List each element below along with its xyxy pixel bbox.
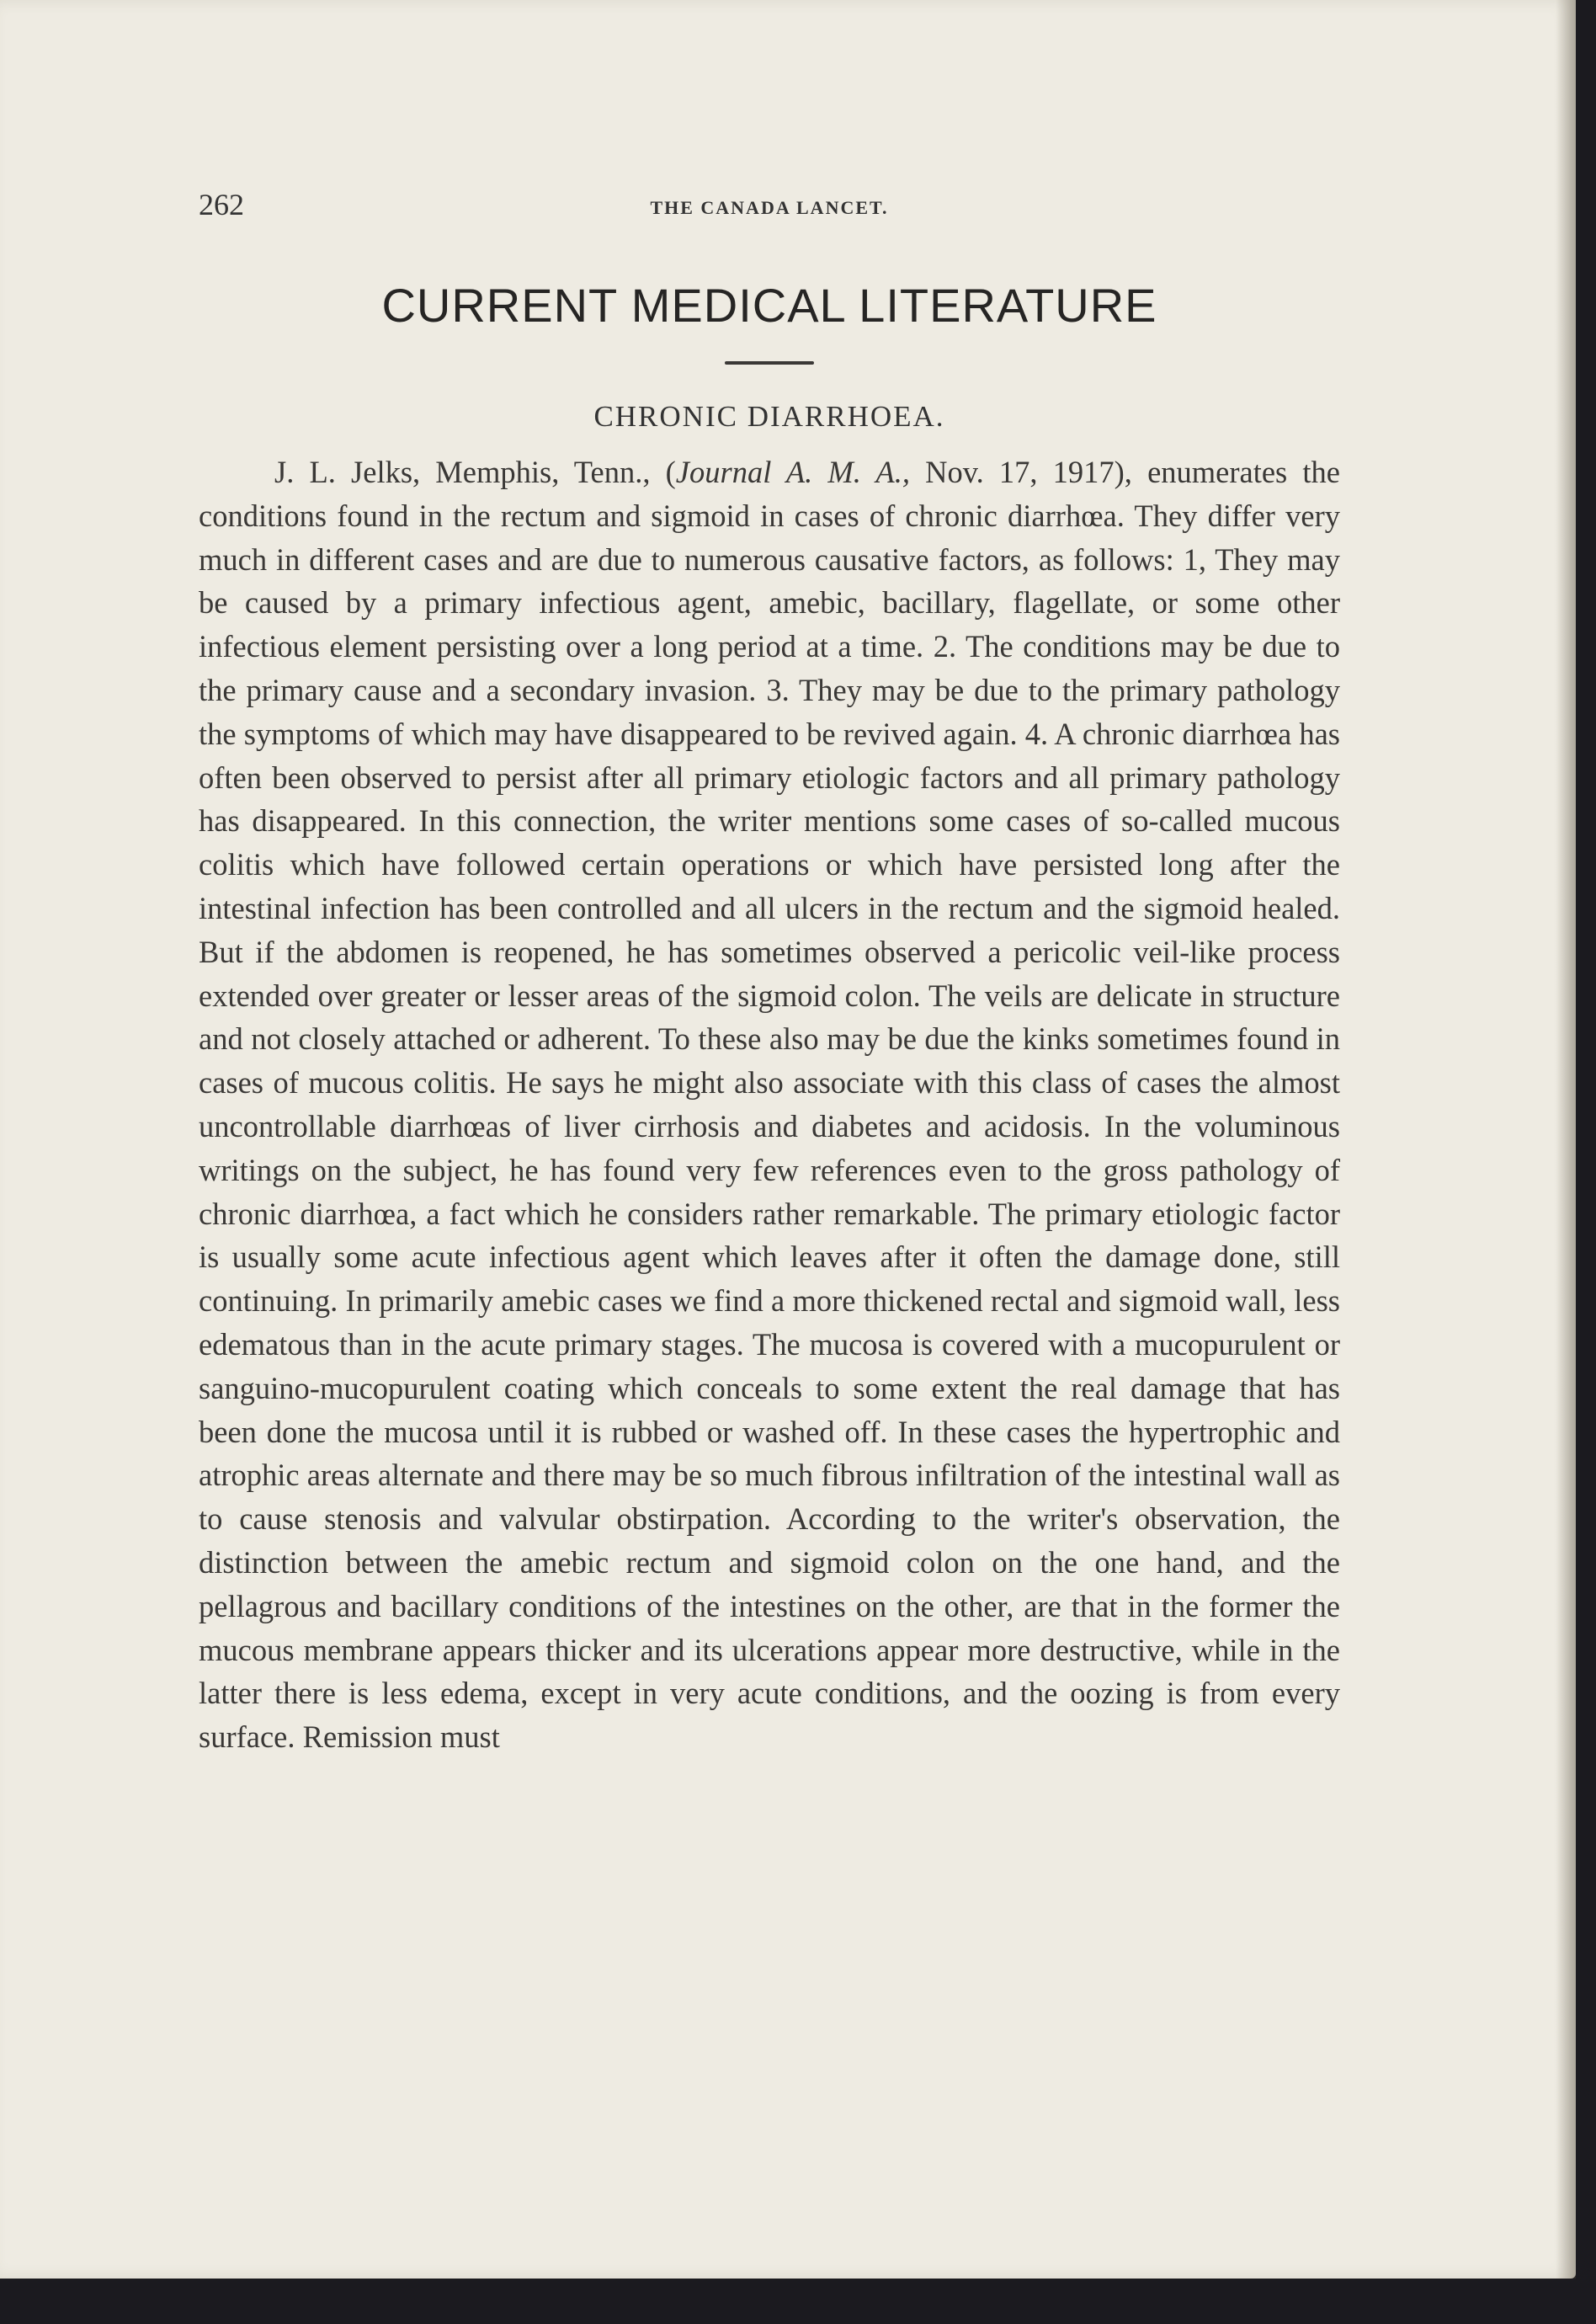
article-body — [199, 450, 1340, 1759]
page-content — [199, 187, 1340, 1759]
title-divider — [725, 361, 814, 365]
article-title: CHRONIC DIARRHOEA. — [593, 400, 945, 433]
citation-lead: J. L. Jelks, Memphis, Tenn., ( — [274, 455, 676, 489]
journal-name: THE CANADA LANCET. — [650, 197, 889, 218]
citation-tail: Nov. 17, 1917), — [909, 455, 1132, 489]
article-body-text: enumerates the conditions found in the rectum and sigmoid in cases of chronic diarrhœa. They differ very much in different cases and are due to numerous causative factors, as follows: 1, They may be caused by a primary infectious agent, amebic, bacillary, flagellate, or some other infectious element persisting over a long period at a time. 2. The conditions may be due to the primary cause and a secondary invasion. 3. They may be due to the primary pathology the symptoms of which may have disappeared to be revived again. 4. A chronic diarrhœa has often been observed to persist after all primary etiologic factors and all primary pathology has disappeared. In this connection, the writer mentions some cases of so-called mucous colitis which have followed certain operations or which have persisted long after the intestinal infection has been controlled and all ulcers in the rectum and the sigmoid healed. But if the abdomen is reopened, he has sometimes observed a pericolic veil-like process extended over greater or lesser areas of the sigmoid colon. The veils are delicate in structure and not closely attached or adherent. To these also may be due the kinks sometimes found in cases of mucous colitis. He says he might also associate with this class of cases the almost uncontrollable diarrhœas of liver cirrhosis and diabetes and acidosis. In the voluminous writings on the subject, he has found very few references even to the gross pathology of chronic diarrhœa, a fact which he considers rather remarkable. The primary etiologic factor is usually some acute infectious agent which leaves after it often the damage done, still continuing. In primarily amebic cases we find a more thickened rectal and sigmoid wall, less edematous than in the acute primary stages. The mucosa is covered with a mucopurulent or sanguino-mucopurulent coating which conceals to some extent the real damage that has been done the mucosa until it is rubbed or washed off. In these cases the hypertrophic and atrophic areas alternate and there may be so much fibrous infiltration of the intestinal wall as to cause stenosis and valvular obstirpation. According to the writer's observation, the distinction between the amebic rectum and sigmoid colon on the one hand, and the pellagrous and bacillary conditions of the intestines on the other, are that in the former the mucous membrane appears thicker and its ulcerations appear more destructive, while in the latter there is less edema, except in very acute conditions, and the oozing is from every surface. Remission must — [199, 455, 1340, 1755]
running-head — [199, 187, 1340, 229]
section-title: CURRENT MEDICAL LITERATURE — [381, 279, 1157, 332]
article-paragraph — [199, 450, 1340, 1759]
citation-journal: Journal A. M. A., — [675, 455, 910, 489]
page-edge-shadow — [1556, 0, 1576, 2279]
page-number: 262 — [199, 188, 244, 221]
